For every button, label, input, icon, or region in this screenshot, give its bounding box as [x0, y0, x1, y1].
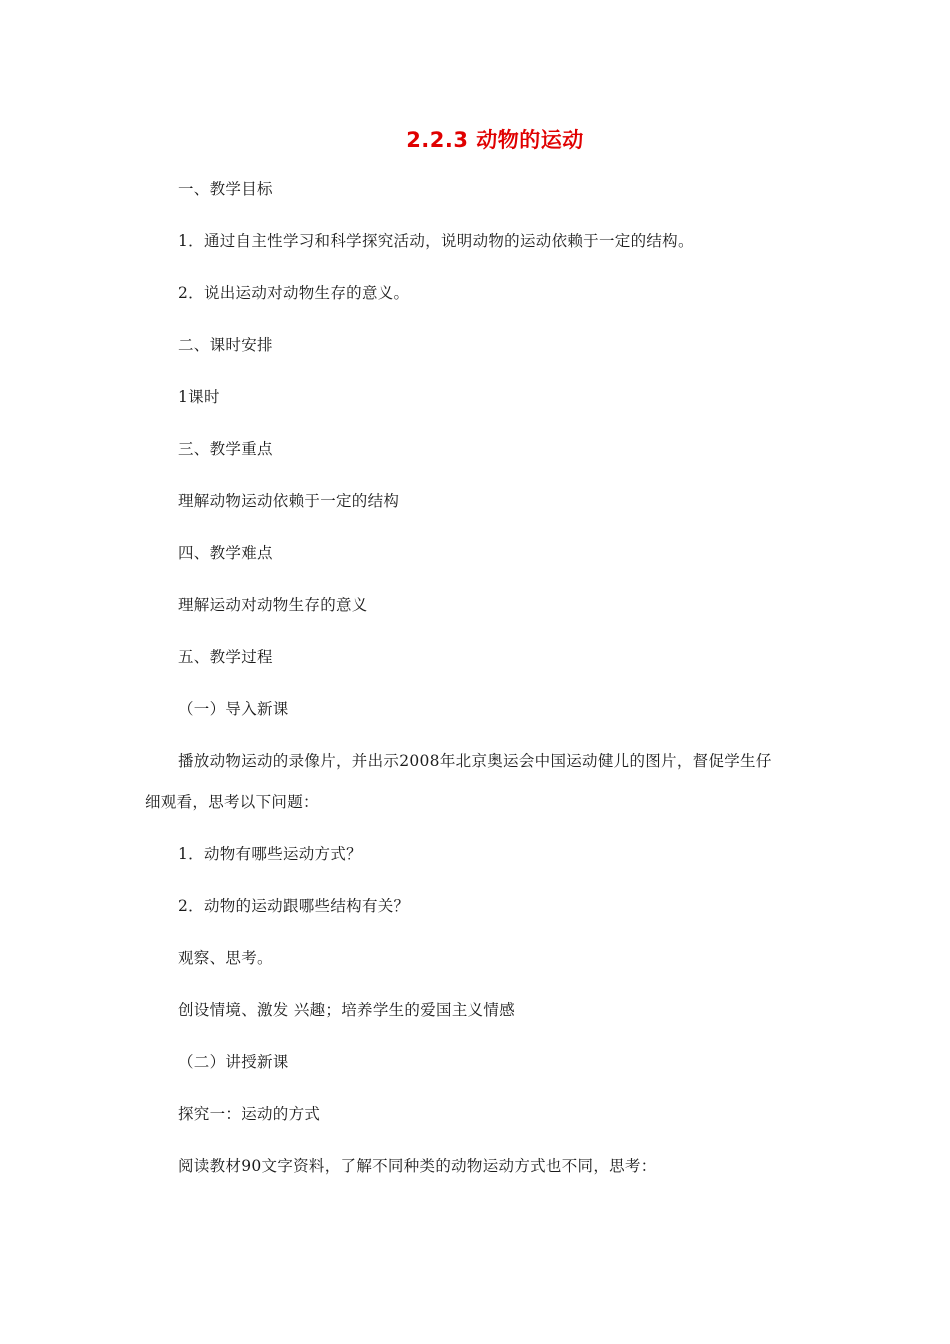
- goal-item-1: 1．通过自主性学习和科学探究活动，说明动物的运动依赖于一定的结构。: [178, 232, 694, 250]
- design-intent-text: 创设情境、激发 兴趣；培养学生的爱国主义情感: [178, 1001, 516, 1019]
- paragraph-intro-line-1: 播放动物运动的录像片，并出示2008年北京奥运会中国运动健儿的图片，督促学生仔: [178, 752, 772, 770]
- question-1: 1．动物有哪些运动方式？: [178, 845, 362, 863]
- heading-schedule: 二、课时安排: [178, 336, 273, 354]
- reading-instruction: 阅读教材90文字资料，了解不同种类的动物运动方式也不同，思考：: [178, 1157, 657, 1175]
- key-points-text: 理解动物运动依赖于一定的结构: [178, 492, 400, 510]
- heading-process: 五、教学过程: [178, 648, 273, 666]
- difficulties-text: 理解运动对动物生存的意义: [178, 596, 368, 614]
- explore-1-heading: 探究一：运动的方式: [178, 1105, 321, 1123]
- question-2: 2．动物的运动跟哪些结构有关？: [178, 897, 410, 915]
- goal-item-2: 2．说出运动对动物生存的意义。: [178, 284, 410, 302]
- observe-text: 观察、思考。: [178, 949, 273, 967]
- paragraph-intro-line-2: 细观看，思考以下问题：: [145, 793, 319, 811]
- subheading-new-lesson: （二）讲授新课: [178, 1053, 289, 1071]
- heading-difficulties: 四、教学难点: [178, 544, 273, 562]
- schedule-text: 1课时: [178, 388, 220, 406]
- subheading-intro: （一）导入新课: [178, 700, 289, 718]
- heading-key-points: 三、教学重点: [178, 440, 273, 458]
- heading-teaching-goals: 一、教学目标: [178, 180, 273, 198]
- document-title: 2.2.3 动物的运动: [406, 128, 584, 152]
